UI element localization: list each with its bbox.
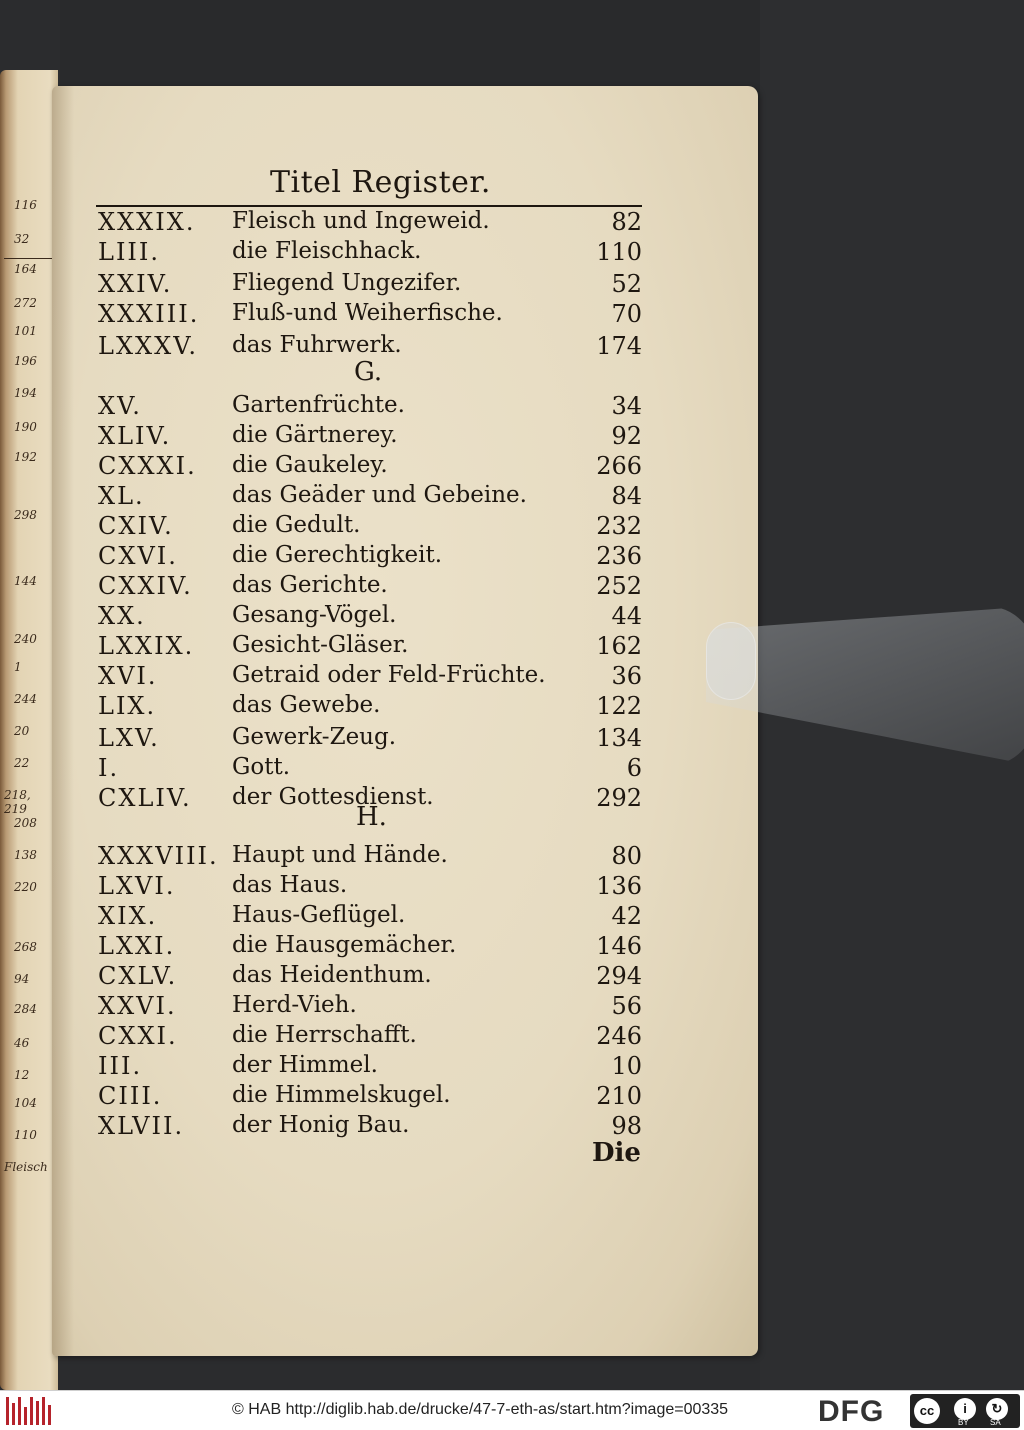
left-page-number: 218, 219	[4, 788, 31, 816]
entry-chapter-number: CXLV.	[98, 962, 178, 990]
register-entry	[0, 300, 1024, 330]
entry-title: das Gewebe.	[232, 692, 381, 718]
entry-page-number: 56	[611, 992, 642, 1020]
cc-icon: cc	[914, 1398, 940, 1424]
left-page-number: 138	[14, 848, 37, 862]
left-page-number: 116	[14, 198, 37, 212]
entry-page-number: 134	[596, 724, 642, 752]
entry-page-number: 292	[596, 784, 642, 812]
entry-chapter-number: CXXXI.	[98, 452, 197, 480]
entry-page-number: 294	[596, 962, 642, 990]
register-entry	[0, 962, 1024, 992]
entry-chapter-number: LXV.	[98, 724, 160, 752]
cc-license-badge[interactable]	[910, 1394, 1020, 1428]
entry-page-number: 34	[611, 392, 642, 420]
left-page-number: 190	[14, 420, 37, 434]
entry-chapter-number: CXVI.	[98, 542, 178, 570]
entry-title: Getraid oder Feld-Früchte.	[232, 662, 546, 688]
entry-page-number: 10	[611, 1052, 642, 1080]
left-page-number: 110	[14, 1128, 37, 1142]
entry-chapter-number: III.	[98, 1052, 143, 1080]
entry-page-number: 70	[611, 300, 642, 328]
left-page-number: 144	[14, 574, 37, 588]
register-entry	[0, 1112, 1024, 1142]
entry-title: die Hausgemächer.	[232, 932, 457, 958]
entry-page-number: 122	[596, 692, 642, 720]
entry-title: Fliegend Ungezifer.	[232, 270, 462, 296]
entry-title: die Herrschafft.	[232, 1022, 417, 1048]
entry-page-number: 80	[611, 842, 642, 870]
entry-page-number: 136	[596, 872, 642, 900]
register-entry	[0, 842, 1024, 872]
entry-title: die Himmelskugel.	[232, 1082, 451, 1108]
entry-page-number: 232	[596, 512, 642, 540]
register-entry	[0, 392, 1024, 422]
footer-credit-link[interactable]: © HAB http://diglib.hab.de/drucke/47-7-eth-as/start.htm?image=00335	[232, 1401, 729, 1418]
left-page-number: 94	[14, 972, 30, 986]
entry-chapter-number: CXXIV.	[98, 572, 193, 600]
register-entry	[0, 784, 1024, 814]
entry-chapter-number: LXXIX.	[98, 632, 195, 660]
entry-chapter-number: XXXVIII.	[98, 842, 219, 870]
register-entry	[0, 1052, 1024, 1082]
entry-page-number: 84	[611, 482, 642, 510]
entry-title: Herd-Vieh.	[232, 992, 357, 1018]
page-title: Titel Register.	[270, 165, 491, 200]
left-page-number: 20	[14, 724, 30, 738]
entry-title: Gesang-Vögel.	[232, 602, 397, 628]
entry-title: die Fleischhack.	[232, 238, 422, 264]
left-page-number: 104	[14, 1096, 37, 1110]
left-page-number: 244	[14, 692, 37, 706]
entry-page-number: 98	[611, 1112, 642, 1140]
left-page-number: 194	[14, 386, 37, 400]
register-entry	[0, 332, 1024, 362]
register-entry	[0, 512, 1024, 542]
entry-title: Gott.	[232, 754, 291, 780]
sa-icon: ↻	[986, 1398, 1008, 1420]
left-page-number: 272	[14, 296, 37, 310]
entry-chapter-number: XLVII.	[98, 1112, 185, 1140]
entry-title: das Heidenthum.	[232, 962, 432, 988]
entry-chapter-number: XXIV.	[98, 270, 173, 298]
entry-chapter-number: CXXI.	[98, 1022, 178, 1050]
entry-page-number: 82	[611, 208, 642, 236]
entry-title: Fluß-und Weiherfische.	[232, 300, 503, 326]
entry-title: die Gärtnerey.	[232, 422, 398, 448]
entry-title: Haupt und Hände.	[232, 842, 448, 868]
entry-title: das Geäder und Gebeine.	[232, 482, 527, 508]
register-entry	[0, 452, 1024, 482]
entry-page-number: 44	[611, 602, 642, 630]
entry-page-number: 110	[596, 238, 642, 266]
section-letter-g: G.	[354, 357, 383, 387]
entry-title: der Honig Bau.	[232, 1112, 410, 1138]
entry-page-number: 252	[596, 572, 642, 600]
register-entry	[0, 482, 1024, 512]
left-page-number: 298	[14, 508, 37, 522]
entry-chapter-number: XV.	[98, 392, 142, 420]
left-page-number: 192	[14, 450, 37, 464]
left-page-number: 284	[14, 1002, 37, 1016]
register-entry	[0, 270, 1024, 300]
entry-chapter-number: CXIV.	[98, 512, 174, 540]
entry-chapter-number: XVI.	[98, 662, 158, 690]
entry-page-number: 266	[596, 452, 642, 480]
entry-title: das Gerichte.	[232, 572, 388, 598]
glass-page-weight-tip	[706, 622, 756, 700]
entry-page-number: 246	[596, 1022, 642, 1050]
by-icon: i	[954, 1398, 976, 1420]
register-entry	[0, 872, 1024, 902]
entry-chapter-number: LIX.	[98, 692, 157, 720]
entry-page-number: 210	[596, 1082, 642, 1110]
entry-chapter-number: XX.	[98, 602, 146, 630]
entry-title: Gartenfrüchte.	[232, 392, 405, 418]
left-page-number: 22	[14, 756, 30, 770]
entry-chapter-number: LIII.	[98, 238, 161, 266]
entry-title: die Gedult.	[232, 512, 361, 538]
entry-chapter-number: CIII.	[98, 1082, 163, 1110]
entry-page-number: 236	[596, 542, 642, 570]
entry-page-number: 146	[596, 932, 642, 960]
by-label: BY	[958, 1418, 969, 1427]
register-entry	[0, 754, 1024, 784]
entry-chapter-number: XXVI.	[98, 992, 177, 1020]
entry-title: die Gerechtigkeit.	[232, 542, 443, 568]
left-page-number: 46	[14, 1036, 30, 1050]
register-entry	[0, 992, 1024, 1022]
entry-title: Gewerk-Zeug.	[232, 724, 397, 750]
entry-page-number: 92	[611, 422, 642, 450]
register-entry	[0, 1082, 1024, 1112]
title-rule	[96, 205, 642, 207]
dfg-logo[interactable]: DFG	[818, 1395, 885, 1428]
left-page-number: 268	[14, 940, 37, 954]
footer-bar	[0, 1390, 1024, 1430]
section-letter-h: H.	[356, 802, 387, 832]
register-entry	[0, 902, 1024, 932]
entry-chapter-number: XXXIII.	[98, 300, 200, 328]
entry-chapter-number: CXLIV.	[98, 784, 192, 812]
sa-label: SA	[990, 1418, 1001, 1427]
entry-chapter-number: XXXIX.	[98, 208, 196, 236]
register-entry	[0, 572, 1024, 602]
left-page-number: 101	[14, 324, 37, 338]
entry-title: Fleisch und Ingeweid.	[232, 208, 490, 234]
left-page-number: 164	[14, 262, 37, 276]
register-entry	[0, 542, 1024, 572]
register-entry	[0, 238, 1024, 268]
entry-title: das Fuhrwerk.	[232, 332, 402, 358]
entry-page-number: 36	[611, 662, 642, 690]
entry-chapter-number: XIX.	[98, 902, 158, 930]
entry-chapter-number: LXXI.	[98, 932, 176, 960]
left-page-number: Fleisch	[4, 1160, 48, 1174]
left-page-number: 1	[14, 660, 22, 674]
entry-chapter-number: XL.	[98, 482, 145, 510]
entry-page-number: 6	[626, 754, 642, 782]
entry-chapter-number: LXXXV.	[98, 332, 198, 360]
register-entry	[0, 208, 1024, 238]
register-entry	[0, 422, 1024, 452]
left-page-number: 12	[14, 1068, 30, 1082]
entry-title: der Himmel.	[232, 1052, 378, 1078]
left-page-number: 240	[14, 632, 37, 646]
entry-title: die Gaukeley.	[232, 452, 388, 478]
entry-chapter-number: LXVI.	[98, 872, 176, 900]
entry-page-number: 52	[611, 270, 642, 298]
left-page-number: 208	[14, 816, 37, 830]
entry-page-number: 162	[596, 632, 642, 660]
register-entry	[0, 1022, 1024, 1052]
entry-title: der Gottesdienst.	[232, 784, 434, 810]
entry-chapter-number: XLIV.	[98, 422, 172, 450]
entry-page-number: 174	[596, 332, 642, 360]
entry-title: Haus-Geflügel.	[232, 902, 406, 928]
catchword: Die	[592, 1138, 641, 1168]
entry-chapter-number: I.	[98, 754, 120, 782]
entry-title: das Haus.	[232, 872, 348, 898]
left-page-number: 220	[14, 880, 37, 894]
left-page-number: 32	[14, 232, 30, 246]
library-barcode-icon	[6, 1397, 51, 1425]
register-entry	[0, 932, 1024, 962]
left-page-number: 196	[14, 354, 37, 368]
entry-title: Gesicht-Gläser.	[232, 632, 409, 658]
entry-page-number: 42	[611, 902, 642, 930]
